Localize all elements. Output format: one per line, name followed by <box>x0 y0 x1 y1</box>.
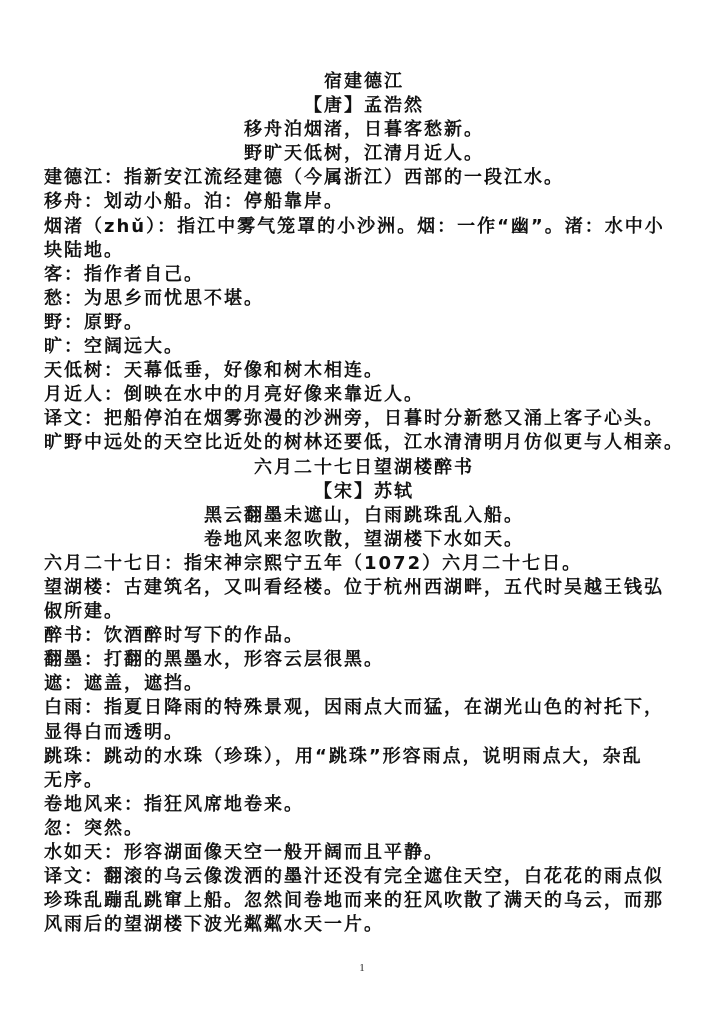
annotation-line: 无序。 <box>44 769 104 791</box>
annotation-line: 俶所建。 <box>44 601 124 623</box>
annotation-line: 译文：把船停泊在烟雾弥漫的沙洲旁，日暮时分新愁又涌上客子心头。 <box>44 408 664 430</box>
annotation-line: 烟渚（zhǔ）：指江中雾气笼罩的小沙洲。烟：一作“幽”。渚：水中小 <box>44 215 665 237</box>
annotation-line: 卷地风来：指狂风席地卷来。 <box>44 793 304 815</box>
annotation-line: 白雨：指夏日降雨的特殊景观，因雨点大而猛，在湖光山色的衬托下， <box>44 697 664 719</box>
annotation-line: 跳珠：跳动的水珠（珍珠），用“跳珠”形容雨点，说明雨点大，杂乱 <box>44 745 643 767</box>
poem-title: 六月二十七日望湖楼醉书 <box>254 456 474 478</box>
annotation-line: 水如天：形容湖面像天空一般开阔而且平静。 <box>44 842 444 863</box>
document-body <box>44 70 684 937</box>
annotation-line: 旷野中远处的天空比近处的树林还要低，江水清清明月仿似更与人相亲。 <box>44 432 684 454</box>
annotation-line: 野：原野。 <box>44 311 144 333</box>
annotation-line: 遮：遮盖，遮挡。 <box>44 673 204 695</box>
annotation-line: 移舟：划动小船。泊：停船靠岸。 <box>44 191 344 213</box>
annotation-line: 建德江：指新安江流经建德（今属浙江）西部的一段江水。 <box>44 167 564 189</box>
poem-verse: 卷地风来忽吹散，望湖楼下水如天。 <box>204 528 524 550</box>
annotation-line: 译文：翻滚的乌云像泼洒的墨汁还没有完全遮住天空，白花花的雨点似 <box>44 866 664 888</box>
annotation-line: 翻墨：打翻的黑墨水，形容云层很黑。 <box>44 649 384 671</box>
annotation-line: 天低树：天幕低垂，好像和树木相连。 <box>44 360 384 382</box>
poem-verse: 野旷天低树，江清月近人。 <box>244 143 484 165</box>
annotation-line: 块陆地。 <box>44 239 124 261</box>
poem-verse: 移舟泊烟渚，日暮客愁新。 <box>244 119 484 141</box>
poem-author: 【宋】苏轼 <box>314 480 414 502</box>
annotation-line: 愁：为思乡而忧思不堪。 <box>44 287 264 309</box>
annotation-line: 旷：空阔远大。 <box>44 336 184 358</box>
annotation-line: 醉书：饮酒醉时写下的作品。 <box>44 625 304 647</box>
annotation-line: 望湖楼：古建筑名，又叫看经楼。位于杭州西湖畔，五代时吴越王钱弘 <box>44 576 664 598</box>
annotation-line: 显得白而透明。 <box>44 721 184 743</box>
page-number: 1 <box>359 962 365 974</box>
annotation-line: 珍珠乱蹦乱跳窜上船。忽然间卷地而来的狂风吹散了满天的乌云，而那 <box>44 890 664 912</box>
poem-author: 【唐】孟浩然 <box>304 95 424 117</box>
annotation-line: 六月二十七日：指宋神宗熙宁五年（1072）六月二十七日。 <box>44 552 583 574</box>
annotation-line: 风雨后的望湖楼下波光粼粼水天一片。 <box>44 914 384 936</box>
annotation-line: 月近人：倒映在水中的月亮好像来靠近人。 <box>44 384 424 406</box>
poem-verse: 黑云翻墨未遮山，白雨跳珠乱入船。 <box>204 504 524 526</box>
annotation-line: 忽：突然。 <box>44 817 144 839</box>
annotation-line: 客：指作者自己。 <box>44 263 204 285</box>
poem-title: 宿建德江 <box>324 71 404 92</box>
